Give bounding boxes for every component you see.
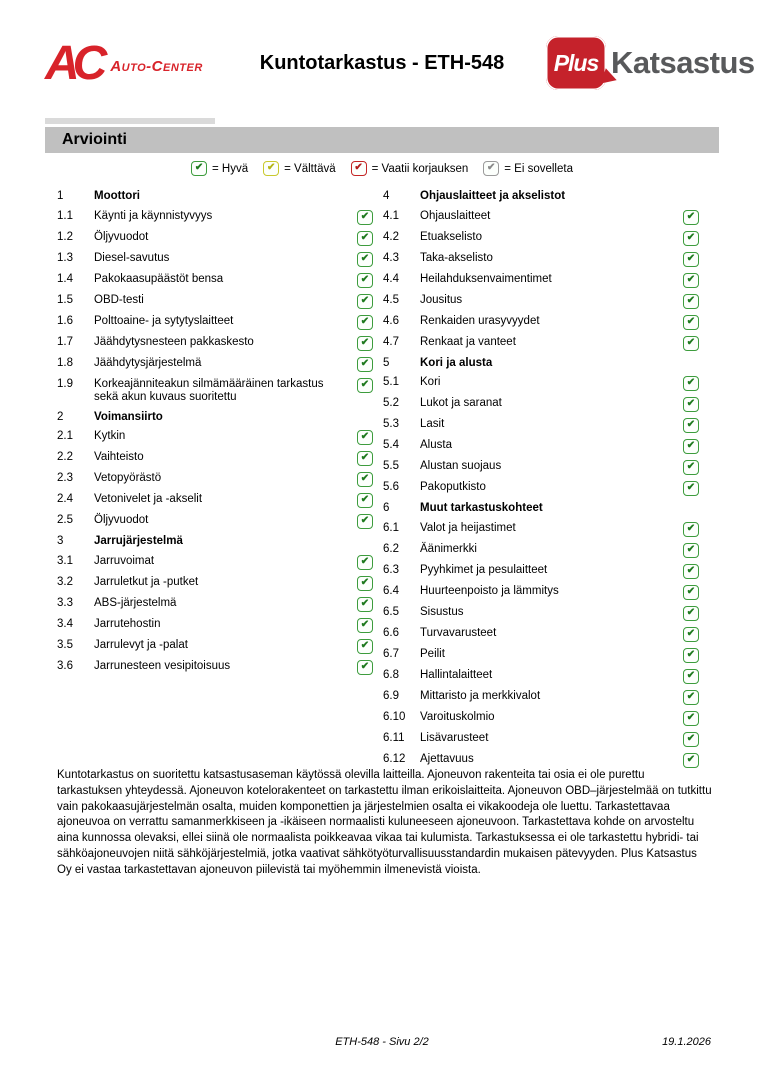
- legend-label: = Ei sovelleta: [504, 162, 573, 175]
- item-number: 2: [57, 410, 64, 423]
- status-checkbox-good-icon: ✔: [683, 648, 699, 663]
- item-label: Käynti ja käynnistyvyys: [94, 209, 213, 222]
- item-label: Jarrujärjestelmä: [94, 535, 183, 548]
- item-number: 6.1: [383, 521, 399, 534]
- checklist-section-header: [57, 411, 373, 425]
- status-checkbox-good-icon: ✔: [357, 514, 373, 529]
- item-number: 6.12: [383, 752, 406, 765]
- status-checkbox-good-icon: ✔: [683, 336, 699, 351]
- checklist-row: [57, 378, 373, 405]
- item-label: Lasit: [420, 418, 445, 431]
- checklist-row: [383, 231, 699, 246]
- legend-item: [263, 161, 335, 176]
- checklist-section-header: [383, 502, 699, 516]
- item-label: Korkeajänniteakun silmämääräinen tarkastus sekä akun kuvaus suoritettu: [94, 377, 324, 404]
- item-number: 6.7: [383, 647, 399, 660]
- item-label: Jarruletkut ja -putket: [94, 575, 199, 588]
- checklist-row: [57, 493, 373, 508]
- item-number: 5.4: [383, 439, 399, 452]
- item-number: 2.1: [57, 430, 73, 443]
- item-number: 5.5: [383, 460, 399, 473]
- item-number: 2.4: [57, 493, 73, 506]
- checklist-section-header: [383, 357, 699, 371]
- checklist-row: [383, 522, 699, 537]
- status-checkbox-good-icon: ✔: [357, 660, 373, 675]
- item-label: Pakokaasupäästöt bensa: [94, 272, 224, 285]
- checklist-row: [57, 514, 373, 529]
- legend-label: = Välttävä: [284, 162, 336, 175]
- status-checkbox-good-icon: ✔: [683, 711, 699, 726]
- item-label: Ohjauslaitteet ja akselistot: [420, 190, 566, 202]
- status-checkbox-good-icon: ✔: [683, 627, 699, 642]
- item-label: Pakoputkisto: [420, 481, 486, 494]
- checklist-row: [57, 252, 373, 267]
- item-number: 6.9: [383, 689, 399, 702]
- item-label: Moottori: [94, 190, 140, 202]
- status-checkbox-good-icon: ✔: [357, 576, 373, 591]
- item-label: Äänimerkki: [420, 542, 477, 555]
- item-label: Renkaat ja vanteet: [420, 335, 516, 348]
- item-number: 1.8: [57, 356, 73, 369]
- item-number: 6.2: [383, 542, 399, 555]
- checklist-row: [383, 294, 699, 309]
- item-label: Jarrulevyt ja -palat: [94, 638, 188, 651]
- status-checkbox-good-icon: ✔: [357, 378, 373, 393]
- item-label: Alustan suojaus: [420, 460, 502, 473]
- checklist-row: [383, 564, 699, 579]
- item-number: 6.11: [383, 731, 405, 744]
- item-number: 4.1: [383, 209, 399, 222]
- status-checkbox-good-icon: ✔: [357, 231, 373, 246]
- item-label: Voimansiirto: [94, 410, 163, 423]
- item-label: Vetonivelet ja -akselit: [94, 493, 203, 506]
- status-checkbox-good-icon: ✔: [357, 618, 373, 633]
- rating-legend: [0, 161, 764, 176]
- item-label: Etuakselisto: [420, 230, 483, 243]
- item-label: Polttoaine- ja sytytyslaitteet: [94, 314, 234, 327]
- checklist-row: [57, 576, 373, 591]
- item-number: 6.8: [383, 668, 399, 681]
- checklist-row: [383, 606, 699, 621]
- item-number: 3.6: [57, 659, 73, 672]
- item-number: 4.2: [383, 230, 399, 243]
- item-number: 1.5: [57, 293, 73, 306]
- section-header-bar: [45, 127, 719, 153]
- item-number: 6.10: [383, 710, 406, 723]
- item-label: Vetopyörästö: [94, 472, 162, 485]
- item-label: Huurteenpoisto ja lämmitys: [420, 584, 559, 597]
- status-checkbox-good-icon: ✔: [683, 231, 699, 246]
- item-label: Jarrutehostin: [94, 617, 161, 630]
- plus-bubble-icon: [546, 36, 606, 90]
- item-label: Kytkin: [94, 430, 126, 443]
- checklist-row: [383, 376, 699, 391]
- katsastus-wordmark: Katsastus: [611, 45, 755, 80]
- item-number: 5.2: [383, 397, 399, 410]
- checklist-row: [383, 418, 699, 433]
- item-number: 4.5: [383, 293, 399, 306]
- status-checkbox-good-icon: ✔: [357, 273, 373, 288]
- item-label: Lisävarusteet: [420, 731, 489, 744]
- status-checkbox-good-icon: ✔: [357, 336, 373, 351]
- item-number: 1.6: [57, 314, 73, 327]
- checklist-row: [383, 648, 699, 663]
- item-number: 5.6: [383, 481, 399, 494]
- legend-checkbox-icon: ✔: [351, 161, 367, 176]
- item-number: 6.4: [383, 584, 399, 597]
- status-checkbox-good-icon: ✔: [683, 481, 699, 496]
- status-checkbox-good-icon: ✔: [357, 472, 373, 487]
- checklist-row: [383, 439, 699, 454]
- checklist-row: [383, 732, 699, 747]
- status-checkbox-good-icon: ✔: [683, 273, 699, 288]
- item-number: 3.2: [57, 575, 73, 588]
- legend-checkbox-icon: ✔: [191, 161, 207, 176]
- item-label: Diesel-savutus: [94, 251, 170, 264]
- item-number: 2.2: [57, 451, 73, 464]
- checklist-row: [383, 711, 699, 726]
- status-checkbox-good-icon: ✔: [683, 397, 699, 412]
- item-label: Öljyvuodot: [94, 230, 149, 243]
- checklist-row: [383, 481, 699, 496]
- status-checkbox-good-icon: ✔: [683, 564, 699, 579]
- status-checkbox-good-icon: ✔: [683, 376, 699, 391]
- checklist-row: [383, 273, 699, 288]
- status-checkbox-good-icon: ✔: [683, 460, 699, 475]
- item-label: Ohjauslaitteet: [420, 209, 491, 222]
- status-checkbox-good-icon: ✔: [357, 639, 373, 654]
- checklist-row: [57, 231, 373, 246]
- checklist-row: [57, 430, 373, 445]
- item-number: 3.4: [57, 617, 73, 630]
- item-label: Hallintalaitteet: [420, 668, 493, 681]
- legend-label: = Vaatii korjauksen: [371, 162, 469, 175]
- legend-label: = Hyvä: [212, 162, 249, 175]
- checklist-row: [383, 315, 699, 330]
- item-number: 4.6: [383, 314, 399, 327]
- status-checkbox-good-icon: ✔: [683, 753, 699, 768]
- checklist-row: [57, 273, 373, 288]
- item-label: Jousitus: [420, 293, 463, 306]
- checklist-column-right: [383, 190, 699, 774]
- status-checkbox-good-icon: ✔: [683, 315, 699, 330]
- item-number: 6.5: [383, 605, 399, 618]
- checklist-row: [57, 336, 373, 351]
- item-number: 5: [383, 356, 390, 369]
- item-label: Peilit: [420, 647, 445, 660]
- item-number: 3: [57, 535, 64, 548]
- item-label: Taka-akselisto: [420, 251, 493, 264]
- checklist-row: [57, 357, 373, 372]
- item-number: 4: [383, 190, 390, 202]
- item-number: 6: [383, 502, 390, 515]
- checklist-row: [57, 639, 373, 654]
- plus-katsastus-logo: [546, 36, 755, 90]
- item-number: 1.3: [57, 251, 73, 264]
- item-number: 4.4: [383, 272, 399, 285]
- status-checkbox-good-icon: ✔: [357, 555, 373, 570]
- checklist-row: [383, 460, 699, 475]
- checklist-row: [57, 472, 373, 487]
- status-checkbox-good-icon: ✔: [357, 294, 373, 309]
- legend-item: [351, 161, 469, 176]
- disclaimer-text: Kuntotarkastus on suoritettu katsastusaseman käytössä olevilla laitteilla. Ajoneuvon rakenteita tai osia ei ole purettu tarkastuksen yhteydessä. Ajoneuvon kotelorakenteet on tarkastettu ilman erikoislaitteita. Ajoneuvon OBD–järjestelmää on tutkittu vain pakokaasujärjestelmän osalta, muiden komponettien ja järjestelmien osalta ei vikakoodeja ole luettu. Tarkastettavaa ajoneuvoa on verrattu samanmerkkiseen ja -ikäiseen normaalisti kuluneeseen ajoneuvoon. Tarkastettava kohde on arvosteltu aina kunnossa olevaksi, ellei siinä ole normaalista poikkeavaa vikaa tai kulumista. Tarkastuksessa ei ole tarkastettu hybridi- tai sähköajoneuvojen niitä sähköjärjestelmiä, jotka vaativat sähkötyöturvallisuusstandardin mukaisen pätevyyden. Plus Katsastus Oy ei vastaa tarkastettavan ajoneuvon piilevistä tai myöhemmin ilmenevistä vioista.: [57, 769, 712, 876]
- checklist-row: [57, 555, 373, 570]
- status-checkbox-good-icon: ✔: [683, 543, 699, 558]
- speech-bubble-tail-icon: [601, 68, 619, 88]
- item-label: Valot ja heijastimet: [420, 521, 516, 534]
- status-checkbox-good-icon: ✔: [357, 493, 373, 508]
- item-label: Ajettavuus: [420, 752, 474, 765]
- status-checkbox-good-icon: ✔: [357, 315, 373, 330]
- checklist-row: [57, 660, 373, 675]
- item-number: 5.1: [383, 376, 399, 389]
- item-number: 1: [57, 190, 64, 202]
- status-checkbox-good-icon: ✔: [683, 606, 699, 621]
- item-number: 1.9: [57, 377, 73, 390]
- item-label: Sisustus: [420, 605, 464, 618]
- checklist-row: [383, 669, 699, 684]
- item-label: Vaihteisto: [94, 451, 144, 464]
- checklist-row: [383, 627, 699, 642]
- status-checkbox-good-icon: ✔: [357, 430, 373, 445]
- legend-checkbox-icon: ✔: [263, 161, 279, 176]
- footer-page-info: ETH-548 - Sivu 2/2: [335, 1036, 429, 1048]
- checklist-row: [383, 690, 699, 705]
- item-number: 1.2: [57, 230, 73, 243]
- status-checkbox-good-icon: ✔: [683, 439, 699, 454]
- status-checkbox-good-icon: ✔: [683, 294, 699, 309]
- plus-wordmark: Plus: [553, 49, 599, 76]
- legend-item: [191, 161, 248, 176]
- status-checkbox-good-icon: ✔: [683, 585, 699, 600]
- section-title: Arviointi: [62, 131, 127, 148]
- item-label: Jäähdytysnesteen pakkaskesto: [94, 335, 254, 348]
- item-label: Varoituskolmio: [420, 710, 495, 723]
- item-number: 3.1: [57, 554, 73, 567]
- item-number: 4.3: [383, 251, 399, 264]
- checklist-column-left: [57, 190, 373, 681]
- item-label: Pyyhkimet ja pesulaitteet: [420, 563, 548, 576]
- checklist-row: [383, 397, 699, 412]
- checklist-row: [57, 597, 373, 612]
- checklist-row: [57, 210, 373, 225]
- checklist-row: [383, 336, 699, 351]
- item-number: 6.6: [383, 626, 399, 639]
- item-label: Jäähdytysjärjestelmä: [94, 356, 202, 369]
- item-label: Alusta: [420, 439, 452, 452]
- checklist-row: [57, 618, 373, 633]
- status-checkbox-good-icon: ✔: [357, 252, 373, 267]
- item-label: ABS-järjestelmä: [94, 596, 177, 609]
- checklist-section-header: [57, 535, 373, 549]
- checklist-row: [57, 294, 373, 309]
- item-label: Mittaristo ja merkkivalot: [420, 689, 541, 702]
- item-label: Renkaiden urasyvyydet: [420, 314, 540, 327]
- item-label: Kori: [420, 376, 441, 389]
- page-title: Kuntotarkastus - ETH-548: [259, 52, 505, 74]
- item-label: Jarruvoimat: [94, 554, 155, 567]
- item-number: 2.3: [57, 472, 73, 485]
- item-label: Turvavarusteet: [420, 626, 497, 639]
- status-checkbox-good-icon: ✔: [357, 357, 373, 372]
- status-checkbox-good-icon: ✔: [683, 669, 699, 684]
- status-checkbox-good-icon: ✔: [683, 522, 699, 537]
- auto-center-wordmark: Auto-Center: [110, 57, 203, 75]
- status-checkbox-good-icon: ✔: [683, 252, 699, 267]
- checklist-row: [383, 210, 699, 225]
- item-number: 1.4: [57, 272, 73, 285]
- status-checkbox-good-icon: ✔: [683, 210, 699, 225]
- legend-item: [483, 161, 573, 176]
- item-number: 2.5: [57, 514, 73, 527]
- item-label: Jarrunesteen vesipitoisuus: [94, 659, 231, 672]
- item-label: Heilahduksenvaimentimet: [420, 272, 552, 285]
- checklist-row: [57, 451, 373, 466]
- status-checkbox-good-icon: ✔: [683, 418, 699, 433]
- item-number: 5.3: [383, 418, 399, 431]
- status-checkbox-good-icon: ✔: [357, 210, 373, 225]
- status-checkbox-good-icon: ✔: [357, 451, 373, 466]
- item-label: Öljyvuodot: [94, 514, 149, 527]
- section-bar-stub: [45, 118, 215, 124]
- item-label: OBD-testi: [94, 293, 144, 306]
- item-number: 4.7: [383, 335, 399, 348]
- item-number: 1.7: [57, 335, 73, 348]
- checklist-row: [383, 585, 699, 600]
- legend-checkbox-icon: ✔: [483, 161, 499, 176]
- footer-date: 19.1.2026: [662, 1036, 711, 1048]
- checklist-row: [57, 315, 373, 330]
- checklist-row: [383, 543, 699, 558]
- status-checkbox-good-icon: ✔: [357, 597, 373, 612]
- checklist-row: [383, 252, 699, 267]
- item-label: Lukot ja saranat: [420, 397, 502, 410]
- checklist-row: [383, 753, 699, 768]
- item-number: 3.5: [57, 638, 73, 651]
- item-label: Muut tarkastuskohteet: [420, 502, 543, 515]
- status-checkbox-good-icon: ✔: [683, 690, 699, 705]
- checklist-section-header: [383, 190, 699, 204]
- item-number: 1.1: [57, 209, 73, 222]
- item-number: 6.3: [383, 563, 399, 576]
- status-checkbox-good-icon: ✔: [683, 732, 699, 747]
- item-label: Kori ja alusta: [420, 356, 493, 369]
- checklist-section-header: [57, 190, 373, 204]
- item-number: 3.3: [57, 596, 73, 609]
- auto-center-monogram: AC: [45, 37, 101, 90]
